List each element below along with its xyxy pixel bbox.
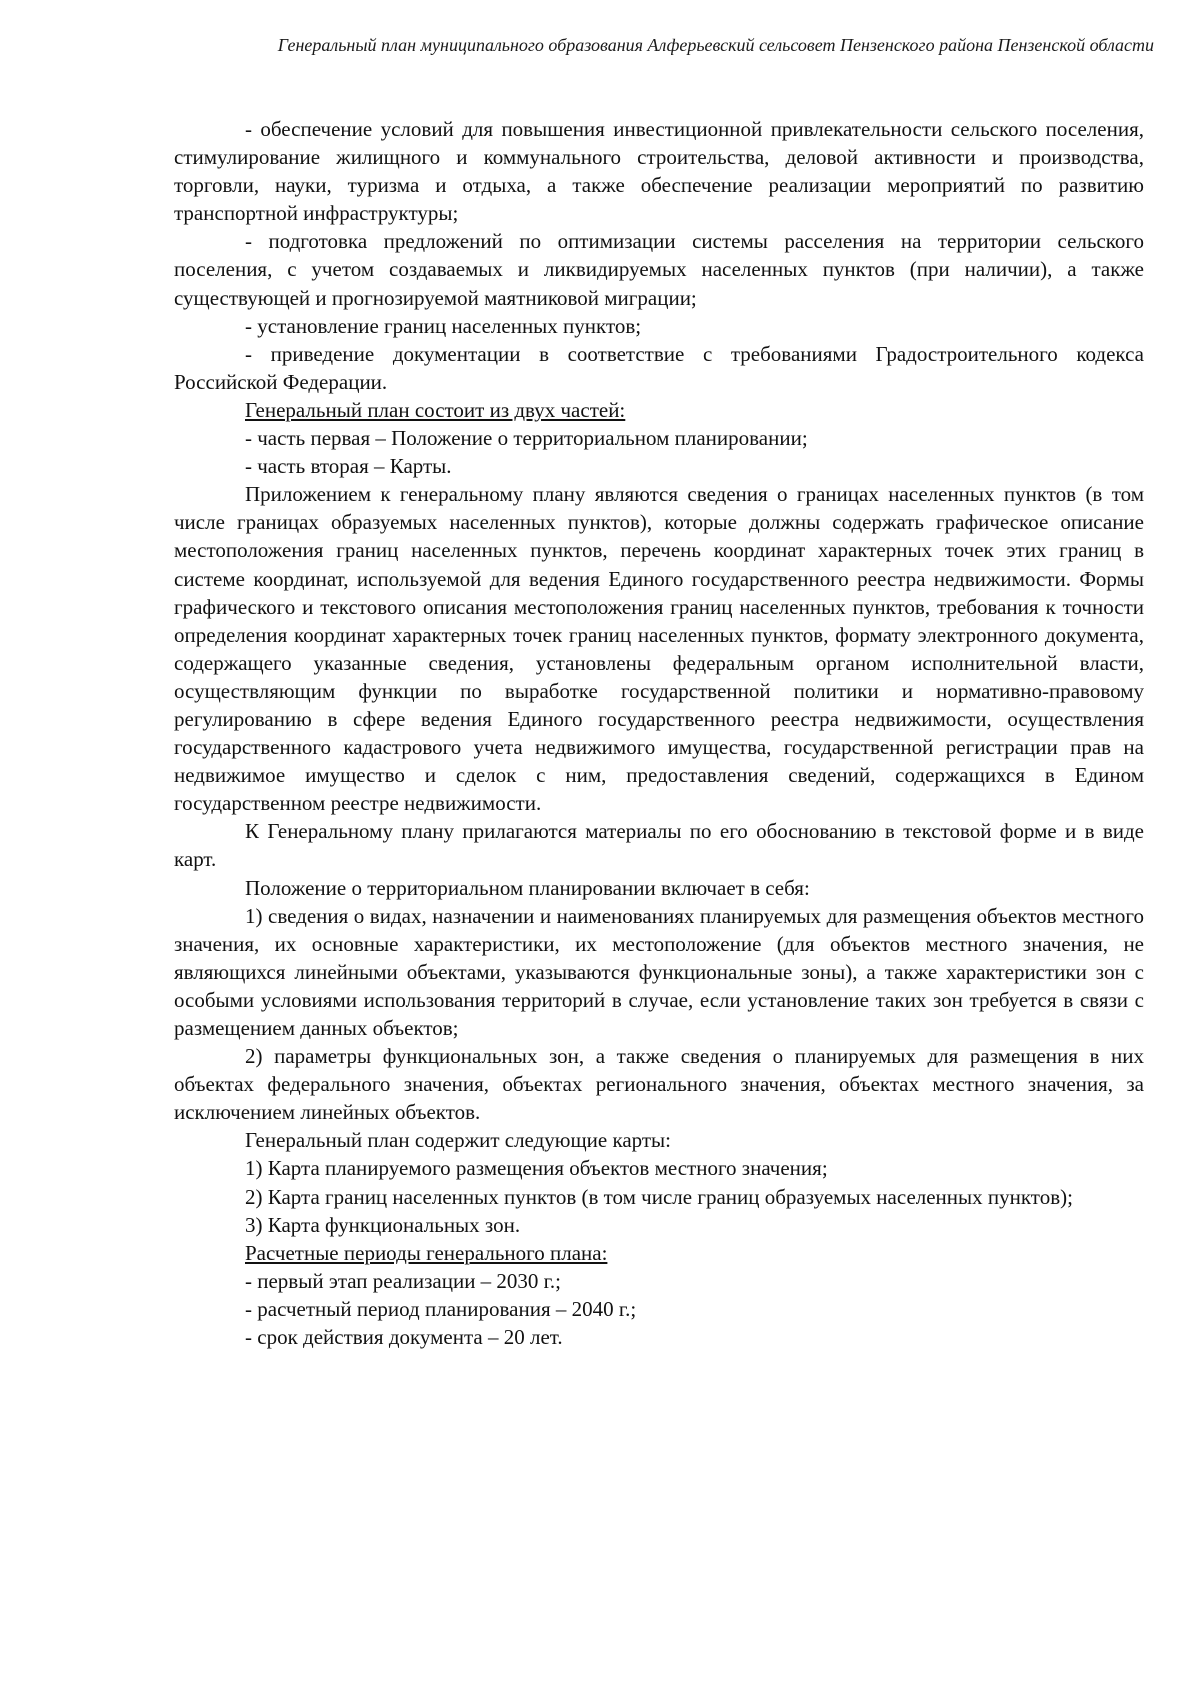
paragraph-appendix-borders: Приложением к генеральному плану являются сведения о границах населенных пунктов (в том числе границах образуемых населенных пунктов), которые должны содержать графическое описание местоположения границ населенных пунктов, перечень координат характерных точек этих границ в системе координат, используемой для ведения Единого государственного реестра недвижимости. Формы графического и текстового описания местоположения границ населенных пунктов, требования к точности определения координат характерных точек границ населенных пунктов, формату электронного документа, содержащего указанные сведения, установлены федеральным органом исполнительной власти, осуществляющим функции по выработке государственной политики и нормативно-правовому регулированию в сфере ведения Единого государственного реестра недвижимости, осуществления государственного кадастрового учета недвижимого имущества, государственной регистрации прав на недвижимое имущество и сделок с ним, предоставления сведений, содержащихся в Едином государственном реестре недвижимости. (174, 482, 1144, 816)
list-item-validity-term: - срок действия документа – 20 лет. (245, 1325, 563, 1350)
list-item-functional-zones-params: 2) параметры функциональных зон, а также сведения о планируемых для размещения в них объектах федерального значения, объектах регионального значения, объектах местного значения, за исключением линейных объектов. (174, 1044, 1144, 1125)
section-heading-planning-periods-text: Расчетные периоды генерального плана: (245, 1240, 608, 1265)
list-item-first-stage: - первый этап реализации – 2030 г.; (245, 1268, 562, 1293)
paragraph-settlement-borders: - установление границ населенных пунктов; (245, 313, 642, 338)
section-heading-plan-parts (174, 396, 1144, 424)
paragraph-settlement-system: - подготовка предложений по оптимизации системы расселения на территории сельского поселения, с учетом создаваемых и ликвидируемых населенных пунктов (при наличии), а также существующей и прогнозируемой маятниковой миграции; (174, 229, 1144, 310)
list-item-part-one: - часть первая – Положение о территориальном планировании; (245, 426, 808, 451)
list-item-planning-period: - расчетный период планирования – 2040 г.; (245, 1296, 637, 1321)
document-body (174, 115, 1144, 1351)
section-heading-planning-periods (174, 1239, 1144, 1267)
list-item-part-two: - часть вторая – Карты. (245, 454, 452, 479)
paragraph-justification-materials: К Генеральному плану прилагаются материалы по его обоснованию в текстовой форме и в виде карт. (174, 819, 1144, 872)
list-item-map-settlement-borders: 2) Карта границ населенных пунктов (в том числе границ образуемых населенных пунктов); (245, 1184, 1073, 1209)
running-header: Генеральный план муниципального образования Алферьевский сельсовет Пензенского района Пензенской области (277, 35, 1154, 55)
section-heading-plan-parts-text: Генеральный план состоит из двух частей: (245, 397, 626, 422)
list-item-map-functional-zones: 3) Карта функциональных зон. (245, 1212, 521, 1237)
paragraph-provision-includes: Положение о территориальном планировании включает в себя: (245, 875, 810, 900)
paragraph-maps-intro: Генеральный план содержит следующие карты: (245, 1128, 671, 1153)
paragraph-investment-attractiveness: - обеспечение условий для повышения инвестиционной привлекательности сельского поселения, стимулирование жилищного и коммунального строительства, деловой активности и производства, торговли, науки, туризма и отдыха, а также обеспечение реализации мероприятий по развитию транспортной инфраструктуры; (174, 117, 1144, 226)
list-item-map-local-objects: 1) Карта планируемого размещения объектов местного значения; (245, 1156, 828, 1181)
list-item-local-objects: 1) сведения о видах, назначении и наименованиях планируемых для размещения объектов местного значения, их основные характеристики, их местоположение (для объектов местного значения, не являющихся линейными объектами, указываются функциональные зоны), а также характеристики зон с особыми условиями использования территорий в случае, если установление таких зон требуется в связи с размещением данных объектов; (174, 903, 1144, 1040)
paragraph-code-compliance: - приведение документации в соответствие с требованиями Градостроительного кодекса Российской Федерации. (174, 341, 1144, 394)
